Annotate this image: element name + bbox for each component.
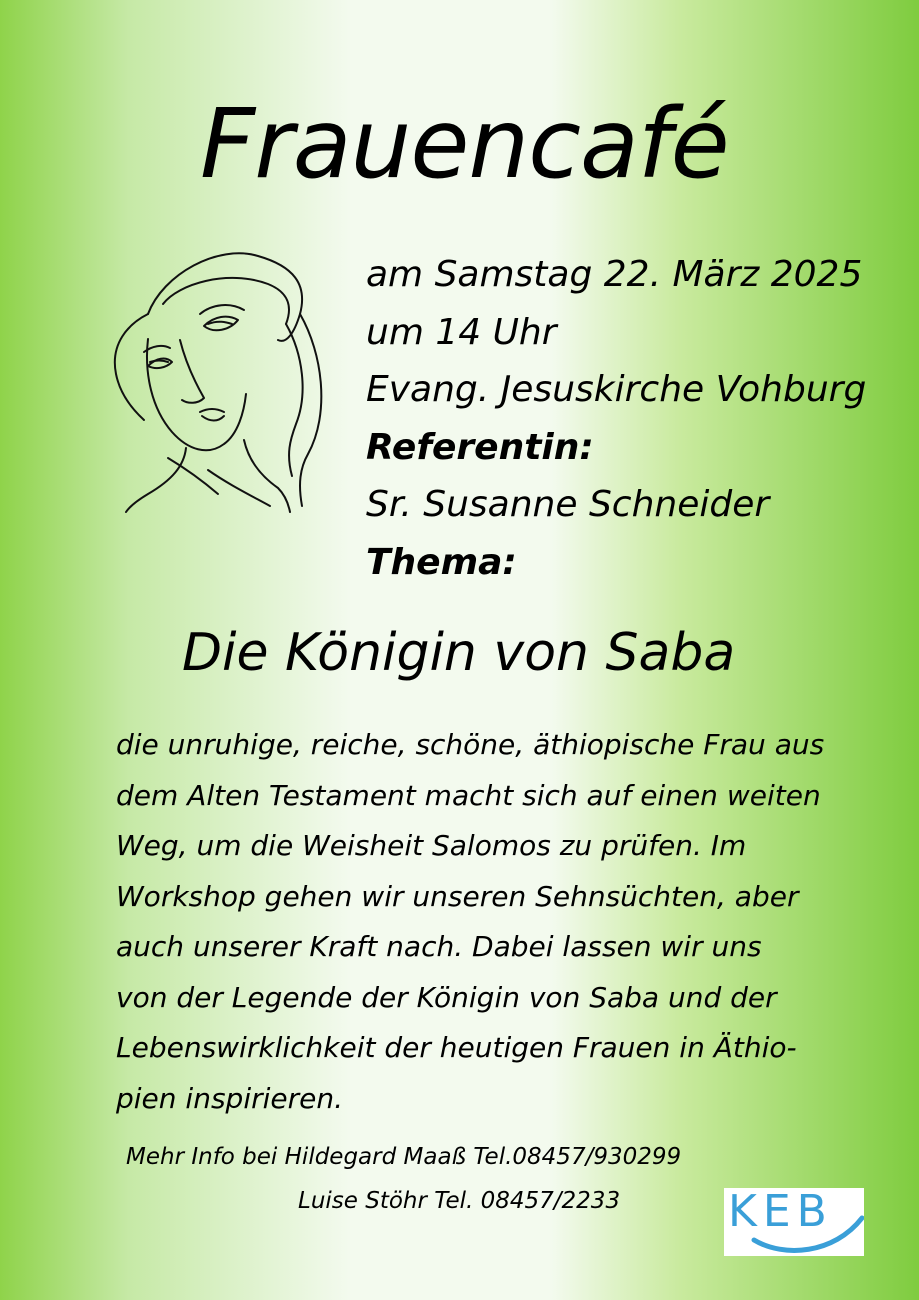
description-line: auch unserer Kraft nach. Dabei lassen wir uns (116, 930, 762, 963)
topic-title: Die Königin von Saba (182, 623, 736, 683)
keb-logo (724, 1188, 864, 1256)
speaker-name: Sr. Susanne Schneider (366, 484, 770, 525)
event-date: am Samstag 22. März 2025 (366, 254, 863, 295)
description-line: von der Legende der Königin von Saba und der (116, 980, 777, 1014)
logo-text: KEB (728, 1186, 833, 1237)
logo-arc-icon (724, 1188, 864, 1256)
description-line: pien inspirieren. (116, 1081, 343, 1115)
description (116, 720, 836, 1124)
description-line: Weg, um die Weisheit Salomos zu prüfen. Im (116, 829, 747, 862)
description-line: die unruhige, reiche, schöne, äthiopische Frau aus (116, 728, 825, 761)
contact-line-1: Mehr Info bei Hildegard Maaß Tel.08457/930299 (126, 1144, 682, 1170)
description-line: Workshop gehen wir unseren Sehnsüchten, aber (116, 879, 799, 913)
speaker-label: Referentin: (366, 426, 594, 468)
topic-label: Thema: (366, 541, 517, 583)
event-time: um 14 Uhr (366, 311, 557, 353)
description-line: dem Alten Testament macht sich auf einen weiten (116, 778, 821, 812)
page-title: Frauencafé (200, 88, 729, 200)
description-line: Lebenswirklichkeit der heutigen Frauen in Äthio- (116, 1031, 797, 1064)
woman-face-line-drawing-icon (108, 244, 338, 516)
contact-line-2: Luise Stöhr Tel. 08457/2233 (298, 1188, 621, 1214)
event-location: Evang. Jesuskirche Vohburg (366, 369, 867, 410)
event-details (366, 246, 866, 591)
